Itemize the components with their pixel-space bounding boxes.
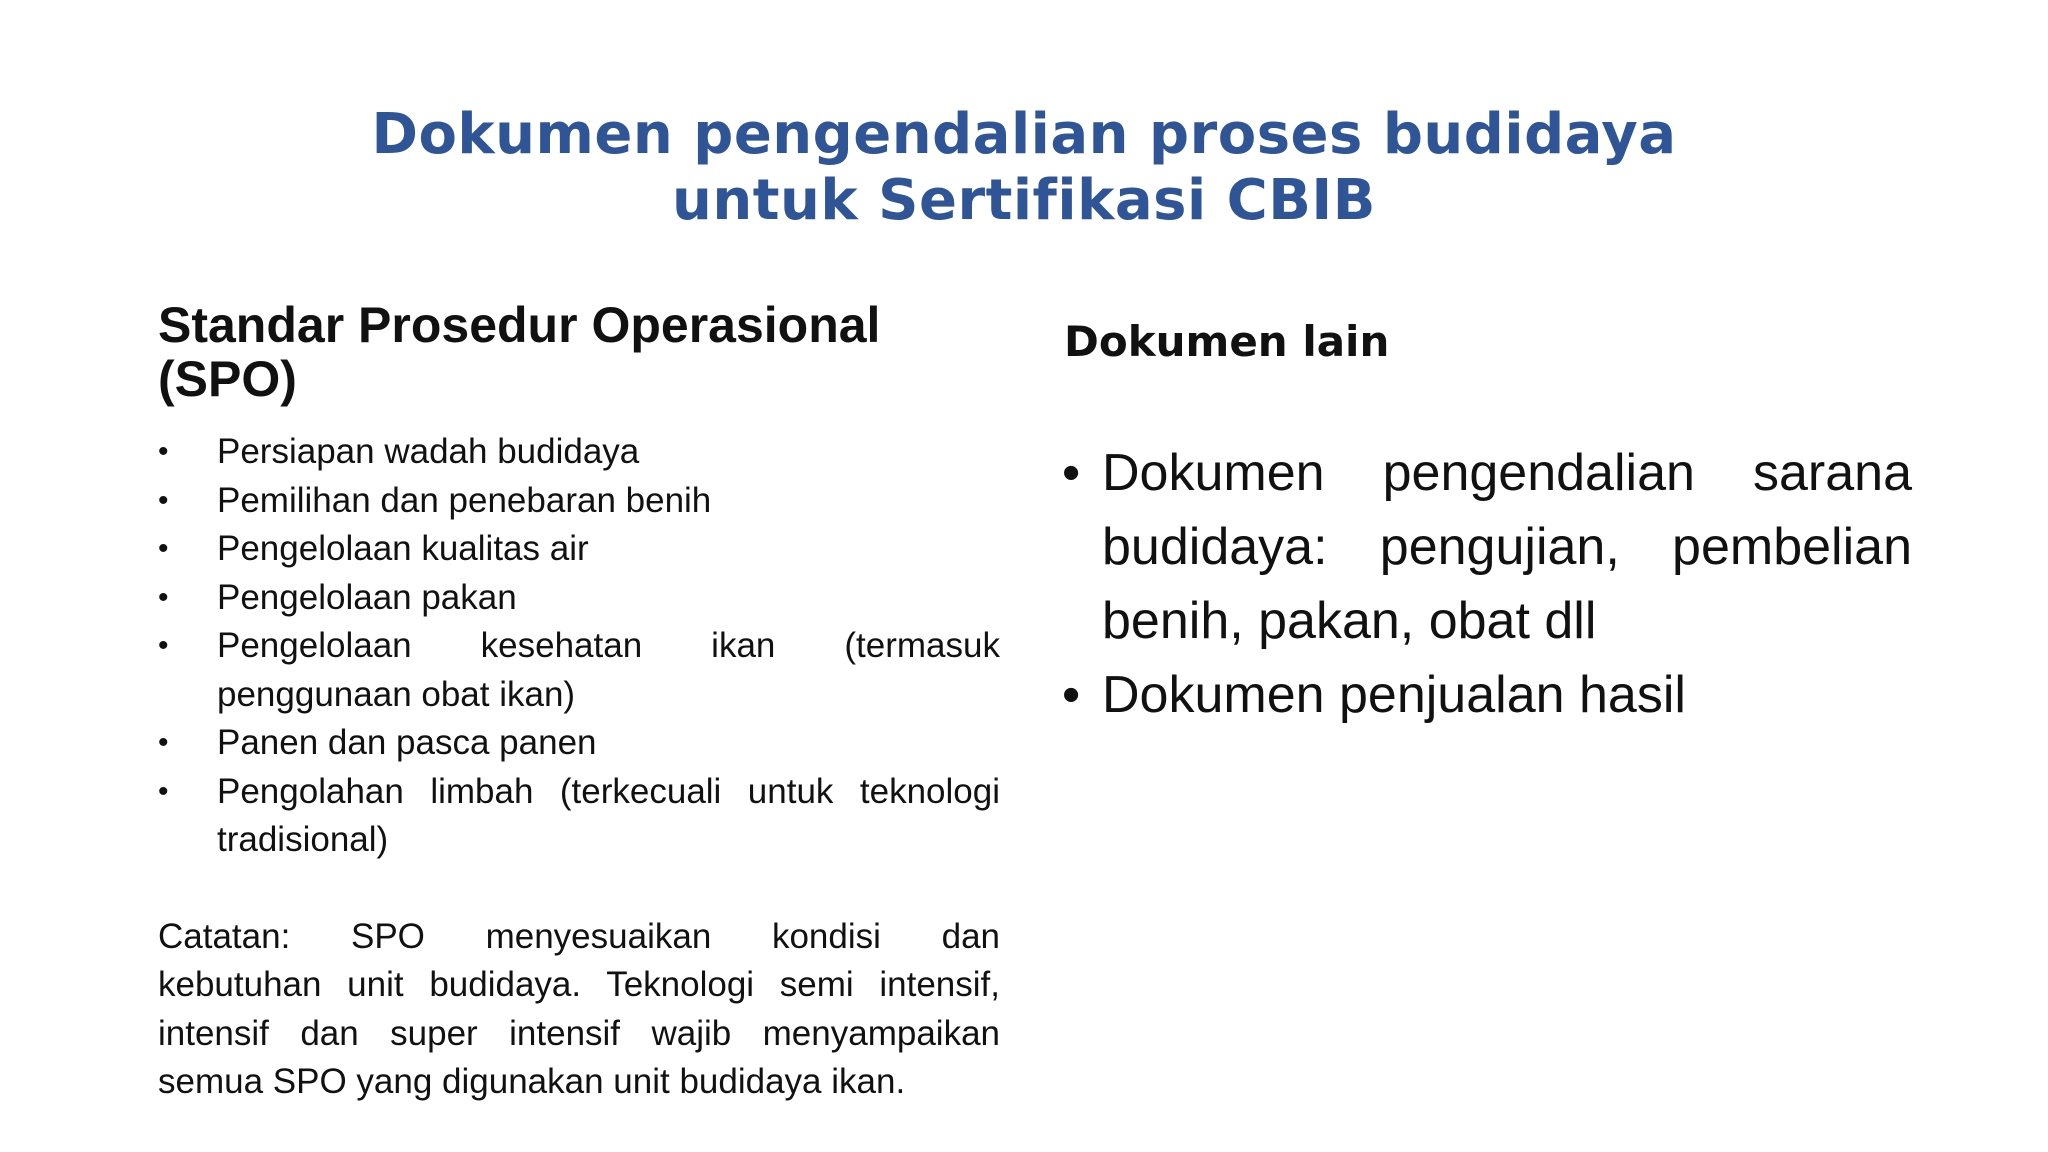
- title-line-1: Dokumen pengendalian proses budidaya: [371, 102, 1677, 167]
- spo-heading-line-1: Standar Prosedur Operasional: [158, 297, 881, 353]
- other-item-line-1: Dokumen penjualan hasil: [1102, 666, 1686, 724]
- spo-item-text: Pemilihan dan penebaran benih: [217, 480, 712, 520]
- other-item-line-1: Dokumen pengendalian sarana: [1102, 444, 1912, 502]
- other-item-line-2: budidaya: pengujian, pembelian: [1102, 518, 1912, 576]
- spo-heading: [158, 298, 1000, 406]
- bullet-icon: •: [158, 629, 169, 662]
- spo-item-text: Pengelolaan kualitas air: [217, 529, 589, 568]
- spo-list-item: [158, 477, 1000, 526]
- spo-item-text-line-1: Pengolahan limbah (terkecuali untuk teknologi: [217, 771, 1000, 811]
- bullet-icon: •: [158, 774, 169, 808]
- slide-title: [0, 102, 2048, 234]
- bullet-icon: •: [158, 532, 169, 565]
- spo-list-item: [158, 622, 1000, 719]
- bullet-icon: •: [1062, 666, 1081, 724]
- spo-heading-line-2: (SPO): [158, 351, 297, 407]
- bullet-icon: •: [158, 435, 169, 468]
- spo-list-item: [158, 574, 1000, 623]
- bullet-icon: •: [158, 483, 169, 517]
- other-documents-heading: Dokumen lain: [1064, 317, 1390, 366]
- spo-note: [158, 913, 1000, 1107]
- other-documents-list: [1062, 436, 1912, 732]
- note-line-1: Catatan: SPO menyesuaikan kondisi dan: [158, 916, 1000, 956]
- spo-item-text-line-1: Pengelolaan kesehatan ikan (termasuk: [217, 626, 1000, 665]
- spo-item-text-line-2: tradisional): [217, 820, 389, 859]
- spo-list-item: [158, 719, 1000, 768]
- spo-list-item: [158, 428, 1000, 477]
- note-line-2: kebutuhan unit budidaya. Teknologi semi intensif,: [158, 965, 1000, 1004]
- spo-item-text-line-2: penggunaan obat ikan): [217, 674, 576, 714]
- note-line-4: semua SPO yang digunakan unit budidaya ikan.: [158, 1062, 906, 1101]
- bullet-icon: •: [158, 580, 169, 614]
- spo-list: [158, 428, 1000, 865]
- other-item-line-3: benih, pakan, obat dll: [1102, 592, 1597, 650]
- bullet-icon: •: [158, 726, 169, 759]
- other-documents-item: [1062, 436, 1912, 658]
- note-line-3: intensif dan super intensif wajib menyampaikan: [158, 1013, 1000, 1053]
- spo-list-item: [158, 525, 1000, 574]
- spo-section: [158, 298, 1000, 1107]
- spo-item-text: Panen dan pasca panen: [217, 723, 597, 762]
- other-documents-item: [1062, 658, 1912, 732]
- bullet-icon: •: [1062, 444, 1081, 502]
- title-line-2: untuk Sertifikasi CBIB: [672, 168, 1376, 233]
- spo-item-text: Pengelolaan pakan: [217, 577, 517, 617]
- spo-list-item: [158, 768, 1000, 865]
- spo-item-text: Persiapan wadah budidaya: [217, 432, 640, 471]
